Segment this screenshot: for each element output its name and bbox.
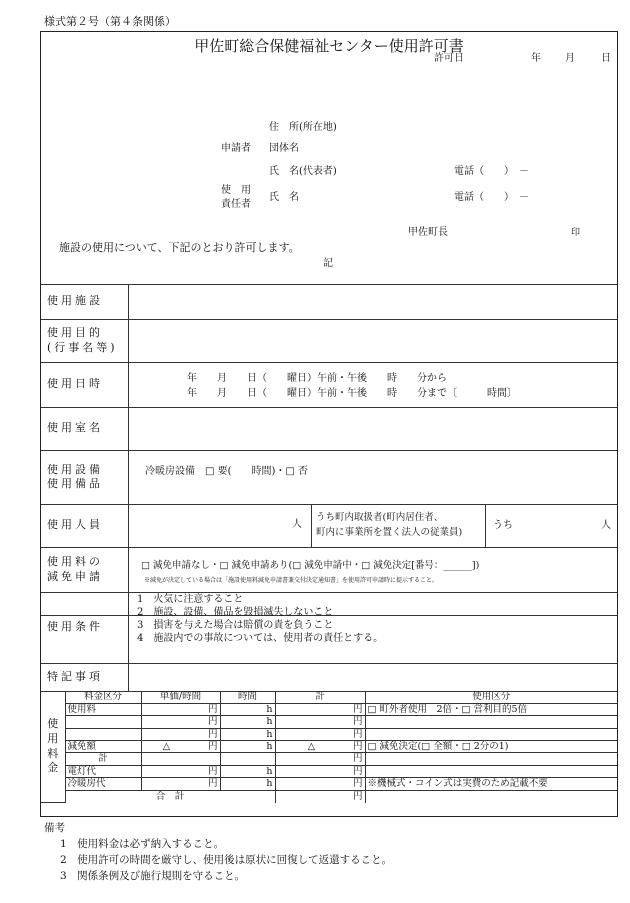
fee-header-cat: 料金区分 <box>65 691 141 703</box>
fee-header-hours: 時間 <box>220 691 275 703</box>
mayor-label: 甲佐町長 <box>408 227 448 238</box>
exemption-note: ※減免が決定している場合は「施設使用料減免申請書兼交付決定通知書」を使用許可申請時に提示すること。 <box>144 577 439 584</box>
datetime-to: 年 月 日（ 曜日）午前・午後 時 分まで〔 時間〕 <box>187 388 517 399</box>
applicant-org: 団体名 <box>269 143 299 154</box>
condition-2: 2 施設、設備、備品を毀損滅失しないこと <box>137 607 334 618</box>
fee-row: 使用料 円 h 円 □ 町外者使用 2倍・□ 営利目的5倍 <box>41 703 617 715</box>
document-title: 甲佐町総合保健福祉センター使用許可書 <box>194 37 464 55</box>
people-unit-2: 人 <box>601 520 611 531</box>
label-datetime: 使用日時 <box>47 377 103 391</box>
seal-mark: 印 <box>571 228 581 238</box>
fee-row: 冷暖房代 円 h 円 ※機械式・コイン式は実費のため記載不要 <box>41 778 617 790</box>
applicant-name: 氏 名(代表者) <box>269 166 337 177</box>
fee-row: 減免額 △ 円 h △ 円 □ 減免決定(□ 全額・□ 2分の1) <box>41 741 617 753</box>
label-people: 使用人員 <box>47 518 103 532</box>
responsible-name: 氏 名 <box>269 192 299 203</box>
people-sub-1: うち町内取扱者(町内居住者、 <box>316 512 444 523</box>
condition-3: 3 損害を与えた場合は賠償の責を負うこと <box>137 620 334 631</box>
people-unit: 人 <box>292 519 302 530</box>
label-equipment: 使用設備 使用備品 <box>47 462 103 490</box>
notes <box>44 820 392 884</box>
fee-header-unit: 単価/時間 <box>141 691 220 703</box>
fee-table <box>41 691 617 803</box>
note-item: 1 使用料金は必ず納入すること。 <box>60 838 225 850</box>
ki-mark: 記 <box>323 258 333 269</box>
fee-row: 円 h 円 <box>41 728 617 740</box>
fee-grand-total-unit: 円 <box>275 790 365 802</box>
intro-text: 施設の使用について、下記のとおり許可します。 <box>59 241 300 254</box>
note-item: 3 関係条例及び施行規則を守ること。 <box>60 870 246 882</box>
label-room: 使用室名 <box>47 421 103 435</box>
permit-date-year: 年 <box>531 53 541 64</box>
fee-side-label: 使 用 料 金 <box>41 691 65 803</box>
responsible-label-2: 責任者 <box>221 199 251 210</box>
permit-date-day: 日 <box>601 53 611 64</box>
applicant-address: 住 所(所在地) <box>269 122 337 133</box>
label-purpose: 使用目的 (行事名等) <box>47 326 118 354</box>
note-item: 2 使用許可の時間を厳守し、使用後は原状に回復して返還すること。 <box>60 854 393 866</box>
datetime-from: 年 月 日（ 曜日）午前・午後 時 分から <box>187 373 447 384</box>
responsible-label-1: 使 用 <box>221 185 251 196</box>
label-conditions: 使用条件 <box>47 620 103 634</box>
condition-4: 4 施設内での事故については、使用者の責任とする。 <box>137 633 384 644</box>
responsible-tel: 電話（ ） － <box>454 192 529 203</box>
permit-form <box>40 31 618 817</box>
applicant-label: 申請者 <box>221 143 251 154</box>
permit-date-month: 月 <box>565 53 575 64</box>
fee-header-total: 計 <box>275 691 365 703</box>
applicant-tel: 電話（ ） － <box>454 166 529 177</box>
permit-date-label: 許可日 <box>434 53 464 64</box>
label-exemption: 使用料の 減免申請 <box>47 555 103 583</box>
people-sub-2: 町内に事業所を置く法人の従業員) <box>316 527 463 538</box>
fee-row: 円 h 円 <box>41 716 617 728</box>
condition-1: 1 火気に注意すること <box>137 594 244 605</box>
fee-grand-total-label: 合 計 <box>65 790 275 802</box>
exemption-value: □ 減免申請なし・□ 減免申請あり(□ 減免申請中・□ 減免決定[番号：______]) <box>141 560 480 571</box>
fee-total-row <box>41 790 617 802</box>
fee-row: 電灯代 円 h 円 <box>41 765 617 777</box>
people-uchi: うち <box>493 520 513 531</box>
fee-row: 計 円 <box>41 753 617 765</box>
label-facility: 使用施設 <box>47 294 103 308</box>
label-remarks: 特記事項 <box>47 669 103 683</box>
notes-title: 備考 <box>44 822 65 834</box>
form-code: 様式第２号（第４条関係） <box>44 15 176 28</box>
fee-header-usage: 使用区分 <box>365 691 617 703</box>
equipment-value: 冷暖房設備 □ 要( 時間)・□ 否 <box>145 466 309 477</box>
